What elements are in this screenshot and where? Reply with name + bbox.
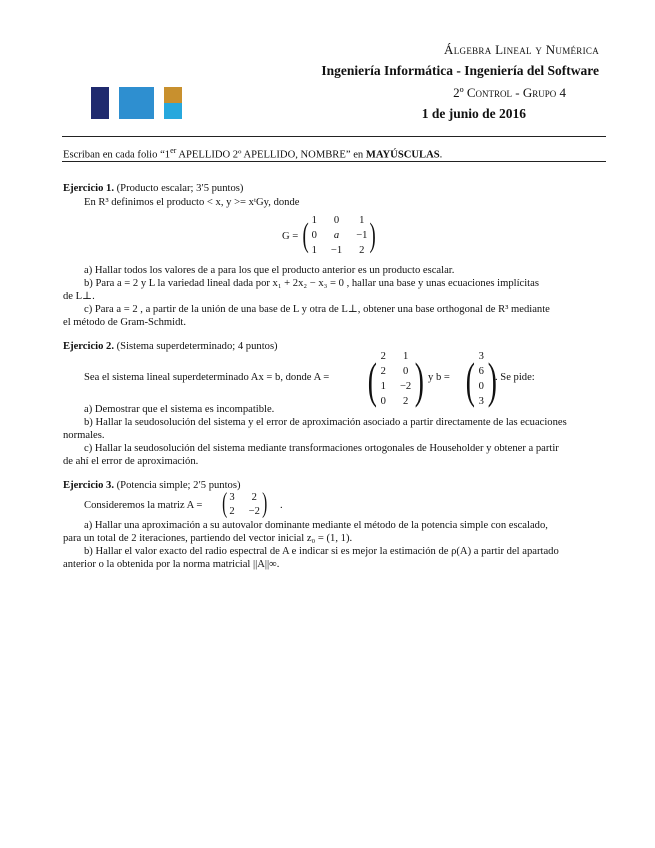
ex1-part-b-line2: de L⊥. — [63, 291, 95, 302]
ex2-part-c-line1: c) Hallar la seudosolución del sistema mediante transformaciones ortogonales de Householder y obtener a partir — [84, 443, 559, 454]
matrix-cell: 0 — [402, 366, 409, 377]
ex2-matrixA-grid — [381, 350, 412, 409]
matrix-cell: −1 — [356, 230, 368, 241]
matrix-cell: 1 — [359, 215, 365, 226]
ex1-matrix-label: G = — [282, 230, 299, 242]
left-paren: ( — [222, 488, 228, 519]
matrix-cell: a — [333, 230, 340, 241]
ex3-part-a-line1: a) Hallar una aproximación a su autovalor dominante mediante el método de la potencia simple con escalado, — [84, 520, 548, 531]
matrix-cell: 2 — [380, 366, 386, 377]
ex3-heading — [63, 479, 241, 492]
logo-block-gold — [164, 87, 182, 103]
matrix-cell: 1 — [402, 351, 409, 362]
matrix-cell: 2 — [251, 491, 257, 503]
left-paren: ( — [302, 217, 310, 254]
matrix-cell: −1 — [330, 245, 343, 256]
instructions — [63, 144, 442, 162]
ex1-part-b-line1: b) Para a = 2 y L la variedad lineal dada por x₁ + 2x₂ − x₃ = 0 , hallar una base y unas ecuaciones implícitas — [84, 278, 539, 289]
right-paren: ) — [370, 217, 377, 254]
ex2-part-a: a) Demostrar que el sistema es incompatible. — [84, 404, 275, 415]
ex3-part-b-line1: b) Hallar el valor exacto del radio espectral de A e indicar si es mejor la estimación de ρ(A) a partir del apartado — [84, 546, 559, 557]
ex2-part-b-line2: normales. — [63, 430, 105, 441]
ex3-title: Ejercicio 3. — [63, 480, 114, 491]
matrix-cell: 0 — [311, 230, 317, 241]
ex1-matrix-G — [282, 214, 379, 258]
ex3-end: . — [280, 500, 283, 511]
ex1-part-a: a) Hallar todos los valores de a para los que el producto anterior es un producto escalar. — [84, 265, 455, 276]
matrix-cell: −2 — [248, 505, 260, 517]
ex1-matrix-grid — [312, 214, 368, 258]
matrix-cell: −2 — [399, 381, 412, 392]
matrix-cell: 0 — [380, 396, 386, 407]
matrix-cell: 0 — [333, 215, 340, 226]
ex1-title: Ejercicio 1. — [63, 183, 114, 194]
logo-block-cyan — [164, 103, 182, 119]
ex2-and: y b = — [428, 372, 450, 383]
ex2-ask: . Se pide: — [495, 372, 535, 383]
logo-block-blue — [119, 87, 154, 119]
vector-cell: 3 — [478, 351, 484, 362]
vector-cell: 3 — [478, 396, 484, 407]
ex1-heading — [63, 182, 243, 195]
instructions-suffix: . — [439, 149, 443, 161]
ex2-matrix-A — [364, 350, 428, 409]
ex3-part-b-line2: anterior o la obtenida por la norma matricial ||A||∞. — [63, 559, 280, 570]
instructions-sup: er — [170, 146, 177, 155]
instructions-bold: MAYÚSCULAS — [365, 149, 440, 161]
instructions-prefix: Escriban en cada folio “1 — [63, 149, 171, 161]
course-title: Álgebra Lineal y Numérica — [444, 42, 599, 57]
right-paren: ) — [487, 351, 497, 408]
ex3-part-a-line2: para un total de 2 iteraciones, partiendo del vector inicial z₀ = (1, 1). — [63, 533, 353, 544]
ex3-intro: Consideremos la matriz A = — [84, 500, 203, 511]
vector-cell: 0 — [478, 381, 484, 392]
right-paren: ) — [262, 488, 268, 519]
matrix-cell: 2 — [229, 505, 235, 517]
matrix-cell: 3 — [229, 491, 235, 503]
matrix-cell: 2 — [359, 245, 365, 256]
left-paren: ( — [465, 351, 475, 408]
ex2-subtitle: (Sistema superdeterminado; 4 puntos) — [116, 341, 278, 352]
left-paren: ( — [367, 351, 377, 408]
ex2-title: Ejercicio 2. — [63, 341, 114, 352]
ex2-part-c-line2: de ahí el error de aproximación. — [63, 456, 199, 467]
matrix-cell: 2 — [402, 396, 409, 407]
matrix-cell: 1 — [311, 215, 317, 226]
ex2-vectorB-grid — [479, 350, 484, 409]
matrix-cell: 1 — [311, 245, 317, 256]
ex1-intro: En R³ definimos el producto < x, y >= xᵗGy, donde — [84, 197, 300, 208]
ex1-subtitle: (Producto escalar; 3′5 puntos) — [116, 183, 244, 194]
degree-title: Ingeniería Informática - Ingeniería del Software — [321, 63, 599, 78]
ex1-part-c-line1: c) Para a = 2 , a partir de la unión de una base de L y otra de L⊥, obtener una base orthogonal de R³ mediante — [84, 304, 550, 315]
header-rule-top — [62, 136, 606, 137]
ex3-matrix-grid — [229, 491, 260, 518]
ex3-matrix-A — [220, 490, 269, 518]
ex2-part-b-line1: b) Hallar la seudosolución del sistema y el error de aproximación asociado a partir directamente de las ecuaciones — [84, 417, 567, 428]
exam-date: 1 de junio de 2016 — [421, 106, 526, 121]
logo-block-navy — [91, 87, 109, 119]
header-rule-bottom — [62, 161, 606, 162]
ex2-heading — [63, 340, 278, 353]
exam-title: 2º Control - Grupo 4 — [453, 85, 566, 100]
matrix-cell: 2 — [380, 351, 386, 362]
matrix-cell: 1 — [380, 381, 386, 392]
vector-cell: 6 — [478, 366, 484, 377]
ex3-subtitle: (Potencia simple; 2′5 puntos) — [116, 480, 241, 491]
right-paren: ) — [414, 351, 425, 408]
instructions-middle: APELLIDO 2º APELLIDO, NOMBRE” en — [176, 149, 366, 161]
ex1-part-c-line2: el método de Gram-Schmidt. — [63, 317, 186, 328]
ex2-intro: Sea el sistema lineal superdeterminado Ax = b, donde A = — [84, 372, 330, 383]
